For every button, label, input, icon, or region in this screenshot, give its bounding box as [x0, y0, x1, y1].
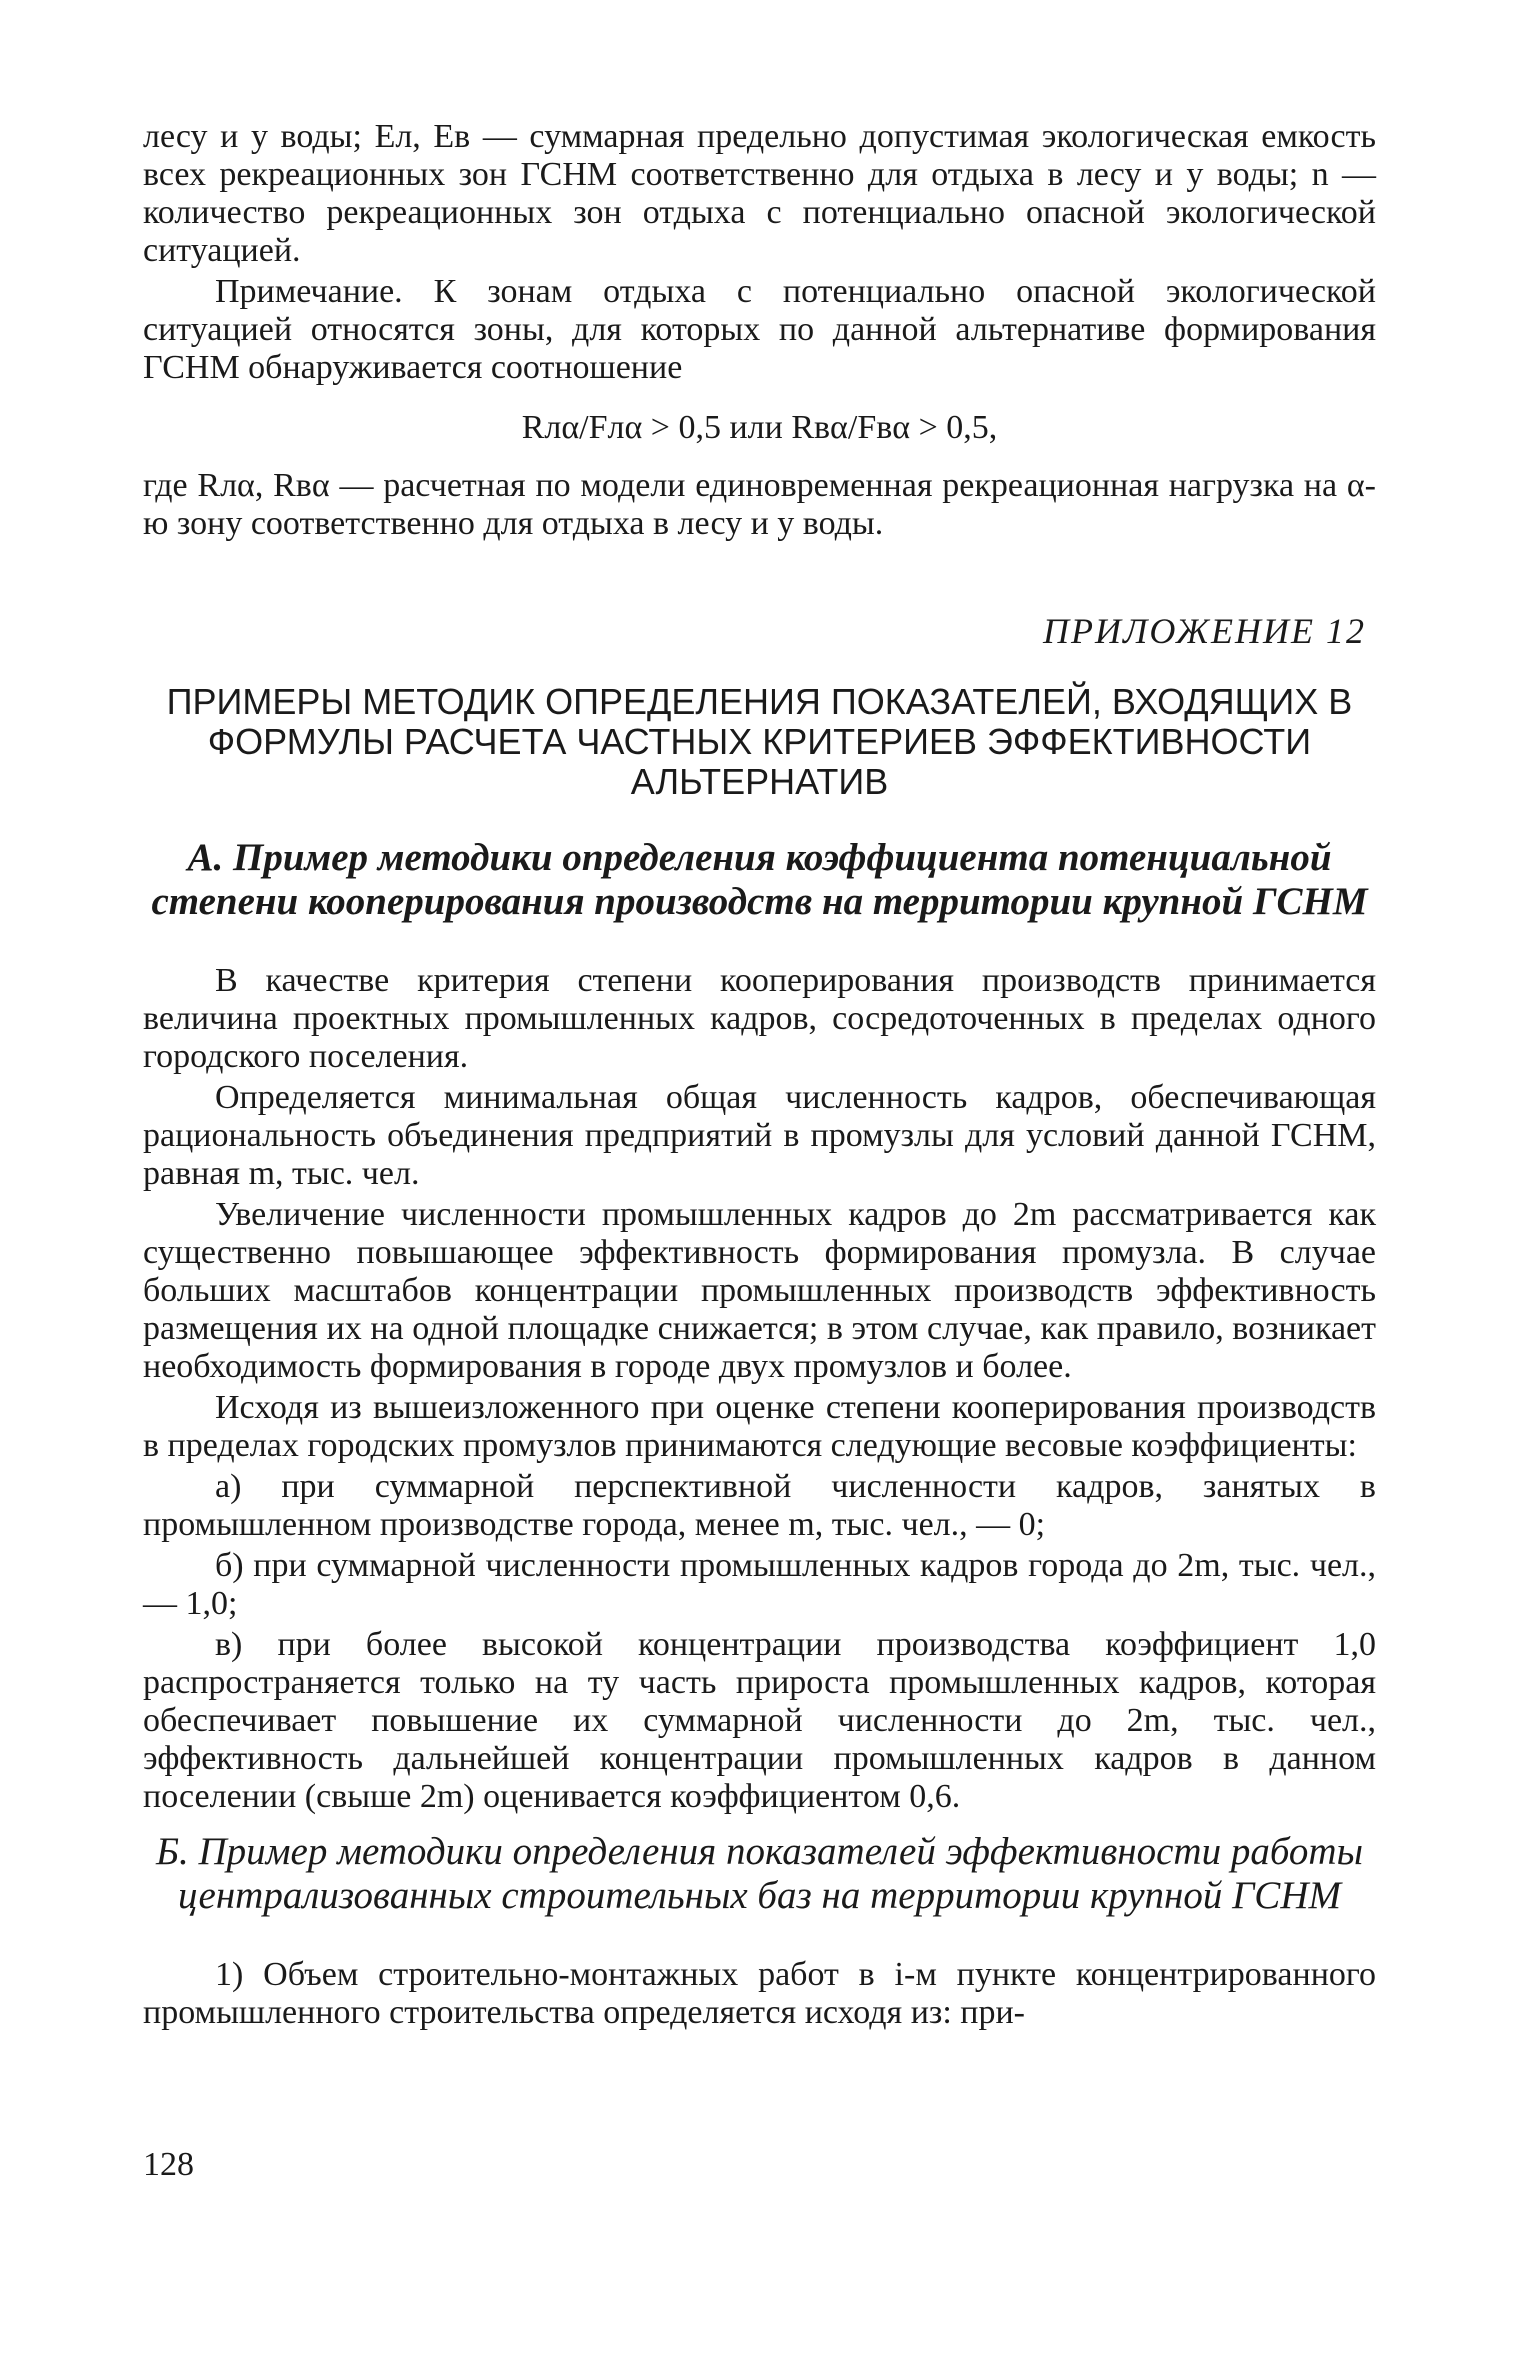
section-a-paragraph: Определяется минимальная общая численность кадров, обеспечивающая рациональность объединения предприятий в промузлы для условий данной ГСНМ, равная m, тыс. чел. [143, 1079, 1376, 1192]
paragraph-top: лесу и у воды; Eл, Eв — суммарная предельно допустимая экологическая емкость всех рекреационных зон ГСНМ соответственно для отдыха в лесу и у воды; n — количество рекреационных зон отдыха с потенциально опасной экологической ситуацией. [143, 118, 1376, 269]
section-b-paragraph: 1) Объем строительно-монтажных работ в i-м пункте концентрированного промышленного строительства определяется исходя из: при- [143, 1956, 1376, 2031]
page-number: 128 [143, 2146, 194, 2183]
section-a-heading: А. Пример методики определения коэффициента потенциальной степени кооперирования производств на территории крупной ГСНМ [151, 836, 1368, 923]
appendix-label: ПРИЛОЖЕНИЕ 12 [1043, 611, 1366, 651]
section-a-paragraph: Увеличение численности промышленных кадров до 2m рассматривается как существенно повышающее эффективность формирования промузла. В случае больших масштабов концентрации промышленных производств эффективность размещения их на одной площадке снижается; в этом случае, как правило, возникает необходимость формирования в городе двух промузлов и более. [143, 1196, 1376, 1385]
section-a-paragraph: Исходя из вышеизложенного при оценке степени кооперирования производств в пределах городских промузлов принимаются следующие весовые коэффициенты: [143, 1389, 1376, 1464]
list-item-a: а) при суммарной перспективной численности кадров, занятых в промышленном производстве города, менее m, тыс. чел., — 0; [143, 1468, 1376, 1543]
appendix-title: ПРИМЕРЫ МЕТОДИК ОПРЕДЕЛЕНИЯ ПОКАЗАТЕЛЕЙ, ВХОДЯЩИХ В ФОРМУЛЫ РАСЧЕТА ЧАСТНЫХ КРИТЕРИЕВ ЭФФЕКТИВНОСТИ АЛЬТЕРНАТИВ [166, 681, 1353, 802]
list-item-c: в) при более высокой концентрации производства коэффициент 1,0 распространяется только на ту часть прироста промышленных кадров, которая обеспечивает повышение их суммарной численности до 2m, тыс. чел., эффективность дальнейшей концентрации промышленных кадров в данном поселении (свыше 2m) оценивается коэффициентом 0,6. [143, 1626, 1376, 1815]
section-b-heading: Б. Пример методики определения показателей эффективности работы централизованных строительных баз на территории крупной ГСНМ [155, 1830, 1364, 1917]
formula-explanation: где Rлα, Rвα — расчетная по модели единовременная рекреационная нагрузка на α-ю зону соответственно для отдыха в лесу и у воды. [143, 467, 1376, 542]
section-a-paragraph: В качестве критерия степени кооперирования производств принимается величина проектных промышленных кадров, сосредоточенных в пределах одного городского поселения. [143, 962, 1376, 1075]
document-page [143, 118, 1376, 2035]
list-item-b: б) при суммарной численности промышленных кадров города до 2m, тыс. чел., — 1,0; [143, 1547, 1376, 1622]
note-paragraph: Примечание. К зонам отдыха с потенциально опасной экологической ситуацией относятся зоны, для которых по данной альтернативе формирования ГСНМ обнаруживается соотношение [143, 273, 1376, 386]
formula: Rлα/Fлα > 0,5 или Rвα/Fвα > 0,5, [521, 409, 998, 446]
